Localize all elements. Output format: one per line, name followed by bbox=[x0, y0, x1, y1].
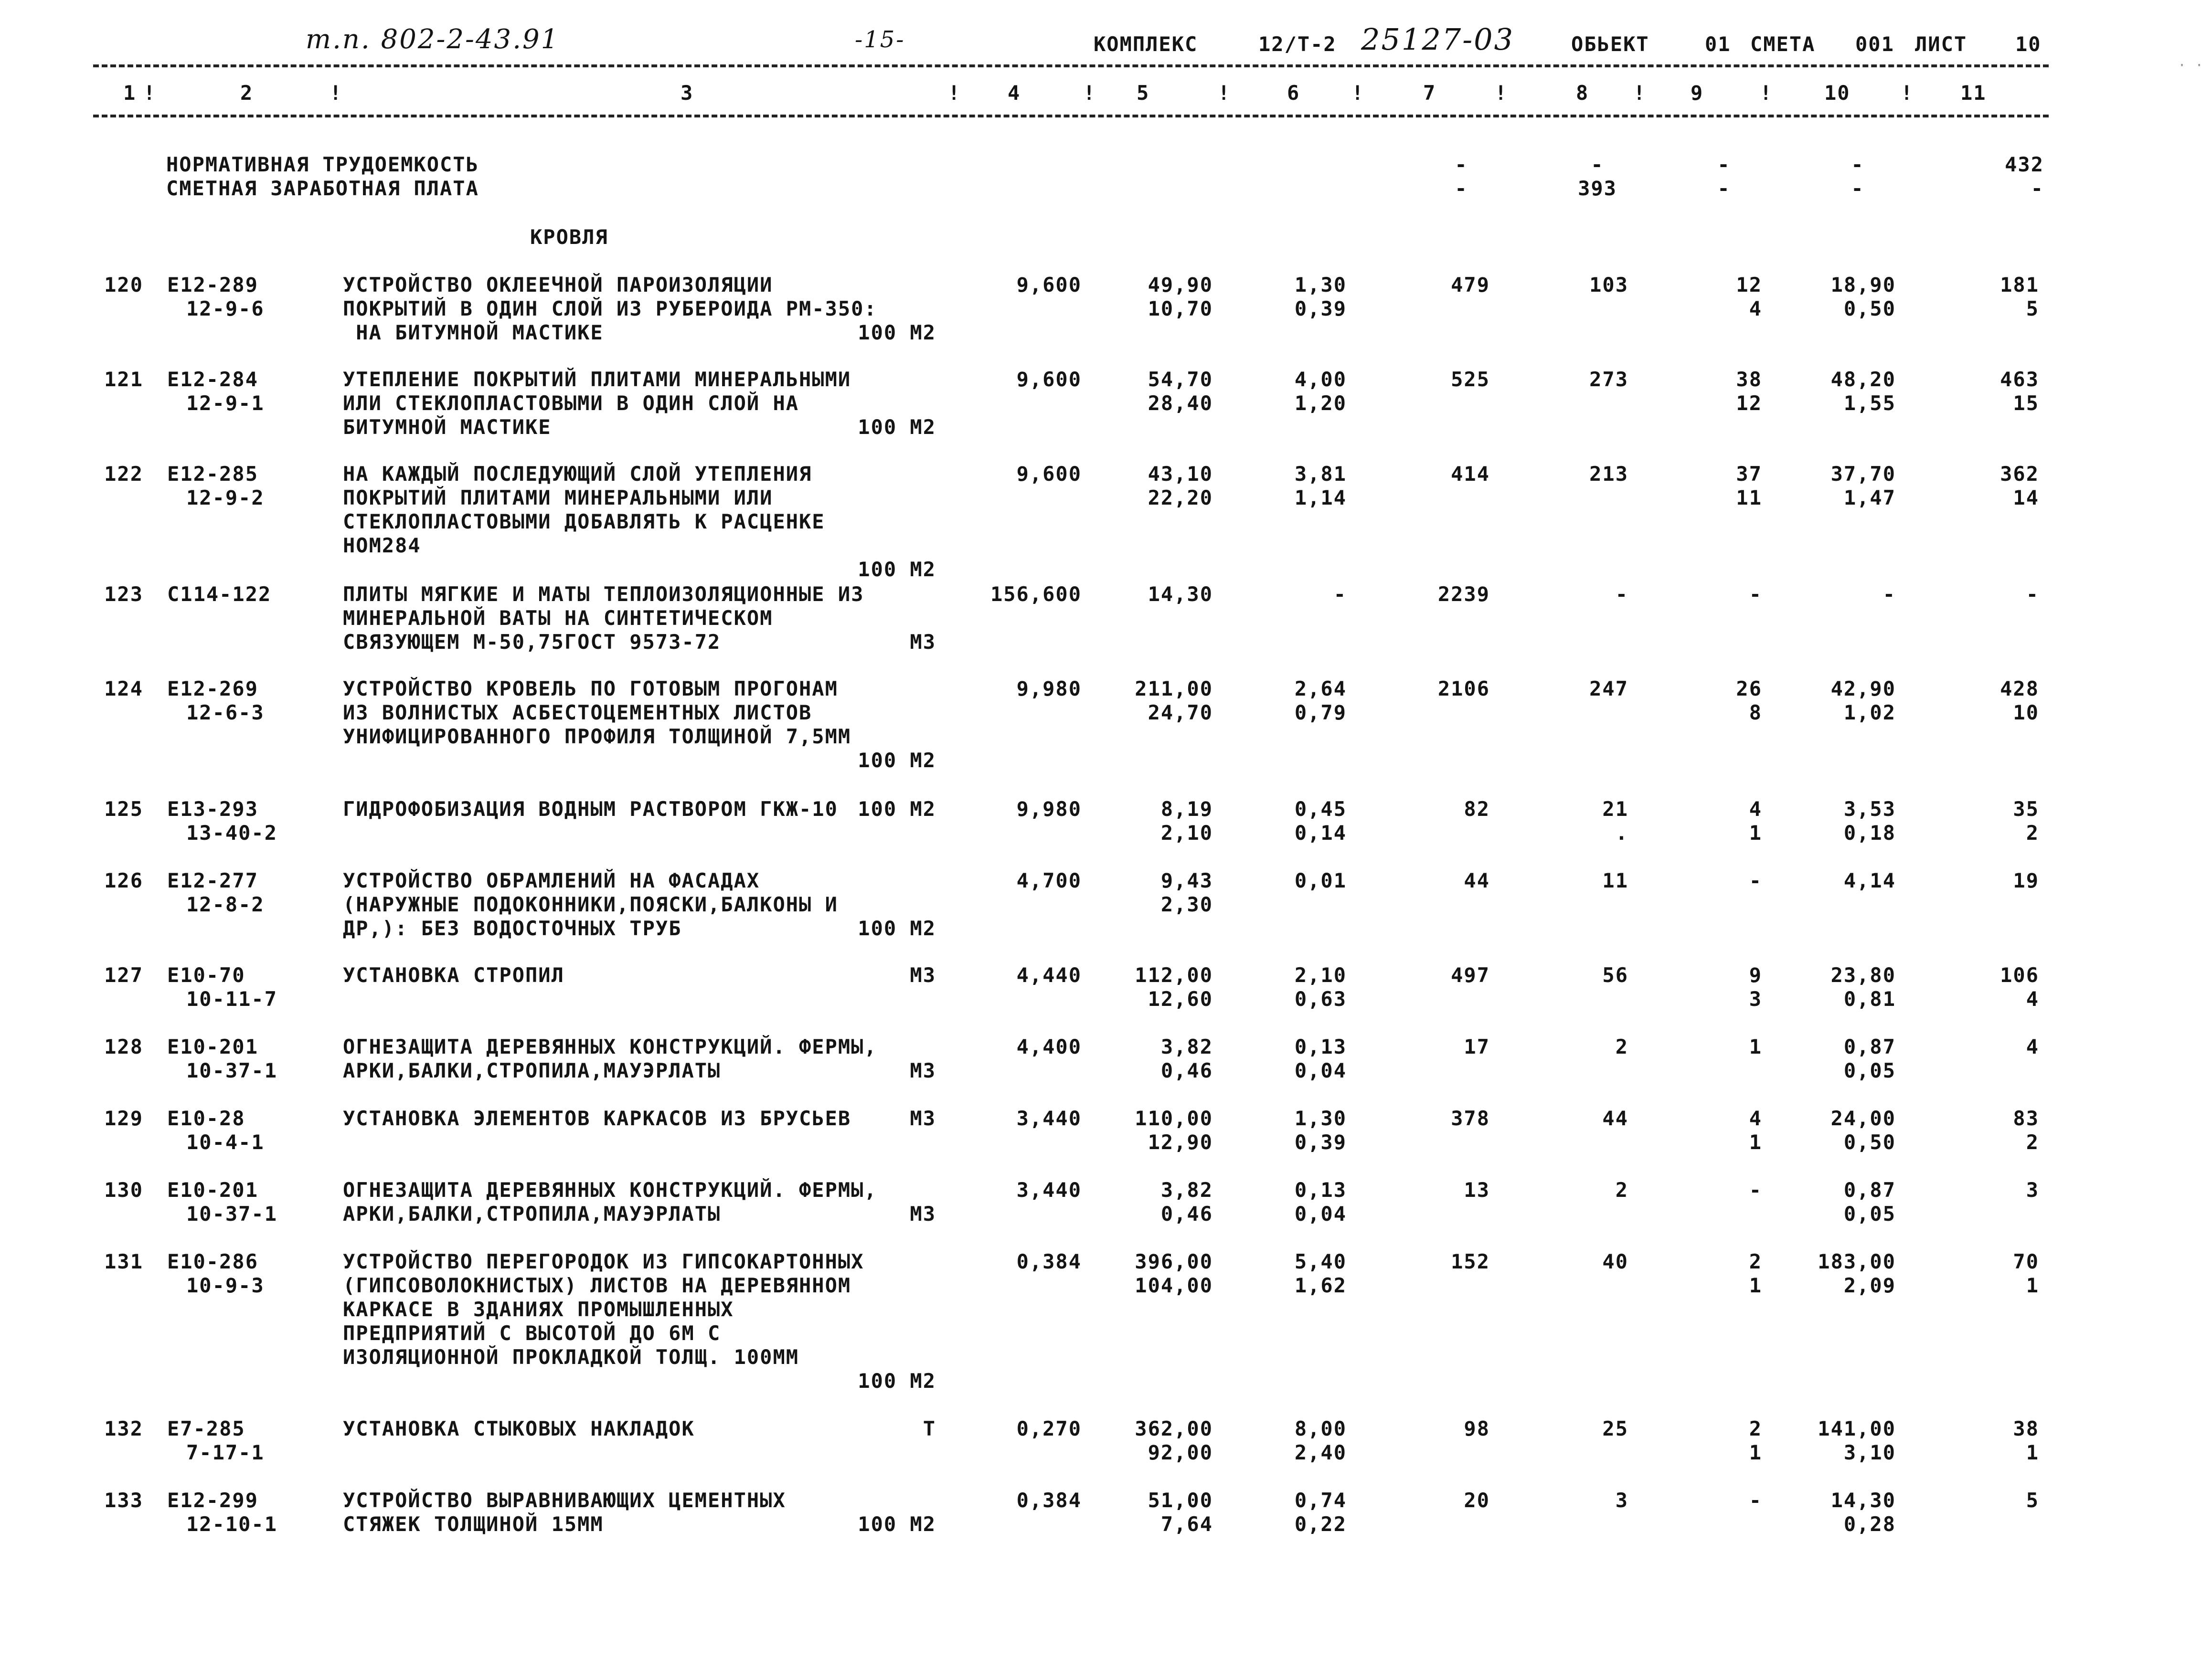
quantity: 9,600 bbox=[1016, 462, 1082, 486]
rate-subcode: 12-9-1 bbox=[186, 391, 265, 415]
unit-cost: 112,00 12,60 bbox=[1135, 963, 1213, 1011]
rate-code: Е10-201 bbox=[167, 1178, 259, 1202]
rate-subcode: 7-17-1 bbox=[186, 1441, 265, 1464]
top-dashed-rule bbox=[93, 64, 2049, 67]
quantity: 4,700 bbox=[1016, 869, 1082, 892]
row-number: 130 bbox=[104, 1178, 143, 1202]
row-number: 125 bbox=[104, 797, 143, 821]
machine-cost: 26 8 bbox=[1736, 677, 1762, 724]
unit-cost: 362,00 92,00 bbox=[1135, 1417, 1213, 1464]
total-wages: 11 bbox=[1602, 869, 1628, 892]
work-description: ПЛИТЫ МЯГКИЕ И МАТЫ ТЕПЛОИЗОЛЯЦИОННЫЕ ИЗ МИНЕРАЛЬНОЙ ВАТЫ НА СИНТЕТИЧЕСКОМ СВЯЗУЮЩЕМ М-50,75ГОСТ 9573-72 bbox=[343, 582, 864, 654]
unit-of-measure: М3 bbox=[910, 1059, 936, 1082]
total-labor: 463 15 bbox=[2000, 368, 2039, 415]
row-number: 127 bbox=[104, 963, 143, 987]
total-labor: 35 2 bbox=[2013, 797, 2039, 845]
total-wages: 40 bbox=[1602, 1250, 1628, 1273]
rate-code: Е10-201 bbox=[167, 1035, 259, 1058]
total-cost: 414 bbox=[1451, 462, 1490, 486]
unit-cost: 54,70 28,40 bbox=[1148, 368, 1213, 415]
total-cost: 152 bbox=[1451, 1250, 1490, 1273]
rate-subcode: 12-9-6 bbox=[186, 297, 265, 320]
total-cost: 378 bbox=[1451, 1107, 1490, 1130]
quantity: 9,600 bbox=[1016, 368, 1082, 391]
rate-subcode: 12-8-2 bbox=[186, 893, 265, 916]
quantity: 3,440 bbox=[1016, 1178, 1082, 1202]
quantity: 9,980 bbox=[1016, 677, 1082, 700]
column-number: 11 bbox=[1960, 81, 1987, 105]
summary-col9: - bbox=[1717, 177, 1731, 200]
quantity: 9,980 bbox=[1016, 797, 1082, 821]
work-description: УТЕПЛЕНИЕ ПОКРЫТИЙ ПЛИТАМИ МИНЕРАЛЬНЫМИ ИЛИ СТЕКЛОПЛАСТОВЫМИ В ОДИН СЛОЙ НА БИТУМНОЙ МАСТИКЕ bbox=[343, 368, 851, 439]
column-separator: ! bbox=[948, 81, 961, 105]
sheet-number: 10 bbox=[2015, 32, 2042, 56]
unit-cost: 43,10 22,20 bbox=[1148, 462, 1213, 509]
unit-of-measure: 100 М2 bbox=[858, 1369, 936, 1393]
unit-labor: 0,45 0,14 bbox=[1294, 797, 1347, 845]
summary-label: СМЕТНАЯ ЗАРАБОТНАЯ ПЛАТА bbox=[166, 177, 479, 200]
unit-of-measure: М3 bbox=[910, 630, 936, 654]
column-separator: ! bbox=[1495, 81, 1508, 105]
labor-norm: 42,90 1,02 bbox=[1830, 677, 1896, 724]
labor-norm: 183,00 2,09 bbox=[1818, 1250, 1896, 1297]
column-separator: ! bbox=[1760, 81, 1773, 105]
column-separator: ! bbox=[1083, 81, 1096, 105]
row-number: 131 bbox=[104, 1250, 143, 1273]
labor-norm: 4,14 bbox=[1843, 869, 1896, 892]
labor-norm: 0,87 0,05 bbox=[1843, 1035, 1896, 1082]
total-labor: 38 1 bbox=[2013, 1417, 2039, 1464]
summary-col10: - bbox=[1851, 153, 1864, 176]
unit-labor: 5,40 1,62 bbox=[1294, 1250, 1347, 1297]
column-separator: ! bbox=[143, 81, 157, 105]
machine-cost: - bbox=[1749, 869, 1762, 892]
unit-of-measure: 100 М2 bbox=[858, 1512, 936, 1536]
row-number: 122 bbox=[104, 462, 143, 486]
work-description: НА КАЖДЫЙ ПОСЛЕДУЮЩИЙ СЛОЙ УТЕПЛЕНИЯ ПОКРЫТИЙ ПЛИТАМИ МИНЕРАЛЬНЫМИ ИЛИ СТЕКЛОПЛАСТОВЫМИ ДОБАВЛЯТЬ К РАСЦЕНКЕ НОМ284 bbox=[343, 462, 825, 557]
quantity: 0,384 bbox=[1016, 1250, 1082, 1273]
total-wages: - bbox=[1615, 582, 1628, 606]
work-description: УСТРОЙСТВО ВЫРАВНИВАЮЩИХ ЦЕМЕНТНЫХ СТЯЖЕК ТОЛЩИНОЙ 15ММ bbox=[343, 1489, 786, 1536]
column-separator: ! bbox=[1351, 81, 1365, 105]
estimate-number: 001 bbox=[1855, 32, 1894, 56]
total-labor: 3 bbox=[2026, 1178, 2039, 1202]
project-number: т.п. 802-2-43.91 bbox=[306, 24, 560, 55]
unit-cost: 49,90 10,70 bbox=[1148, 273, 1213, 320]
unit-of-measure: М3 bbox=[910, 1107, 936, 1130]
total-wages: 56 bbox=[1602, 963, 1628, 987]
rate-subcode: 12-10-1 bbox=[186, 1512, 278, 1536]
total-wages: 2 bbox=[1615, 1178, 1628, 1202]
estimate-label: СМЕТА bbox=[1750, 32, 1816, 56]
machine-cost: - bbox=[1749, 1178, 1762, 1202]
machine-cost: 4 1 bbox=[1749, 1107, 1762, 1154]
rate-code: С114-122 bbox=[167, 582, 272, 606]
unit-cost: 14,30 bbox=[1148, 582, 1213, 606]
complex-code: 12/Т-2 bbox=[1258, 32, 1337, 56]
row-number: 124 bbox=[104, 677, 143, 700]
labor-norm: 141,00 3,10 bbox=[1818, 1417, 1896, 1464]
rate-code: Е10-70 bbox=[167, 963, 245, 987]
total-wages: 103 bbox=[1589, 273, 1628, 296]
rate-code: Е10-28 bbox=[167, 1107, 245, 1130]
machine-cost: - bbox=[1749, 582, 1762, 606]
rate-code: Е10-286 bbox=[167, 1250, 259, 1273]
column-number: 7 bbox=[1423, 81, 1436, 105]
complex-label: КОМПЛЕКС bbox=[1094, 32, 1198, 56]
summary-col8: 393 bbox=[1578, 177, 1617, 200]
row-number: 121 bbox=[104, 368, 143, 391]
quantity: 4,400 bbox=[1016, 1035, 1082, 1058]
total-cost: 82 bbox=[1464, 797, 1490, 821]
total-wages: 2 bbox=[1615, 1035, 1628, 1058]
unit-cost: 9,43 2,30 bbox=[1160, 869, 1213, 916]
total-cost: 2239 bbox=[1437, 582, 1490, 606]
row-number: 133 bbox=[104, 1489, 143, 1512]
work-description: УСТРОЙСТВО КРОВЕЛЬ ПО ГОТОВЫМ ПРОГОНАМ ИЗ ВОЛНИСТЫХ АСБЕСТОЦЕМЕНТНЫХ ЛИСТОВ УНИФИЦИРОВАННОГО ПРОФИЛЯ ТОЛЩИНОЙ 7,5ММ bbox=[343, 677, 851, 748]
column-number: 8 bbox=[1576, 81, 1589, 105]
unit-labor: 3,81 1,14 bbox=[1294, 462, 1347, 509]
column-number: 4 bbox=[1008, 81, 1021, 105]
total-labor: - bbox=[2026, 582, 2039, 606]
rate-code: Е13-293 bbox=[167, 797, 259, 821]
unit-cost: 3,82 0,46 bbox=[1160, 1035, 1213, 1082]
unit-of-measure: 100 М2 bbox=[858, 749, 936, 772]
rate-code: Е12-277 bbox=[167, 869, 259, 892]
work-description: УСТРОЙСТВО ПЕРЕГОРОДОК ИЗ ГИПСОКАРТОННЫХ (ГИПСОВОЛОКНИСТЫХ) ЛИСТОВ НА ДЕРЕВЯННОМ КАРКАСЕ В ЗДАНИЯХ ПРОМЫШЛЕННЫХ ПРЕДПРИЯТИЙ С ВЫСОТОЙ ДО 6М С ИЗОЛЯЦИОННОЙ ПРОКЛАДКОЙ ТОЛЩ. 100ММ bbox=[343, 1250, 864, 1369]
column-number: 6 bbox=[1287, 81, 1300, 105]
total-labor: 83 2 bbox=[2013, 1107, 2039, 1154]
header-dashed-rule bbox=[93, 115, 2049, 117]
object-number: 01 bbox=[1705, 32, 1731, 56]
row-number: 132 bbox=[104, 1417, 143, 1440]
summary-label: НОРМАТИВНАЯ ТРУДОЕМКОСТЬ bbox=[166, 153, 479, 176]
column-number: 3 bbox=[681, 81, 694, 105]
rate-code: Е12-289 bbox=[167, 273, 259, 296]
quantity: 4,440 bbox=[1016, 963, 1082, 987]
rate-subcode: 12-6-3 bbox=[186, 701, 265, 724]
unit-labor: 1,30 0,39 bbox=[1294, 273, 1347, 320]
summary-col9: - bbox=[1717, 153, 1731, 176]
machine-cost: 1 bbox=[1749, 1035, 1762, 1058]
labor-norm: 3,53 0,18 bbox=[1843, 797, 1896, 845]
total-wages: 213 bbox=[1589, 462, 1628, 486]
rate-subcode: 13-40-2 bbox=[186, 821, 278, 845]
unit-of-measure: Т bbox=[923, 1417, 936, 1440]
unit-labor: 1,30 0,39 bbox=[1294, 1107, 1347, 1154]
total-labor: 428 10 bbox=[2000, 677, 2039, 724]
total-labor: 70 1 bbox=[2013, 1250, 2039, 1297]
total-cost: 17 bbox=[1464, 1035, 1490, 1058]
work-description: ОГНЕЗАЩИТА ДЕРЕВЯННЫХ КОНСТРУКЦИЙ. ФЕРМЫ, АРКИ,БАЛКИ,СТРОПИЛА,МАУЭРЛАТЫ bbox=[343, 1178, 877, 1226]
quantity: 0,384 bbox=[1016, 1489, 1082, 1512]
labor-norm: 37,70 1,47 bbox=[1830, 462, 1896, 509]
total-labor: 181 5 bbox=[2000, 273, 2039, 320]
unit-of-measure: 100 М2 bbox=[858, 558, 936, 581]
machine-cost: 2 1 bbox=[1749, 1250, 1762, 1297]
row-number: 129 bbox=[104, 1107, 143, 1130]
total-cost: 44 bbox=[1464, 869, 1490, 892]
total-labor: 4 bbox=[2026, 1035, 2039, 1058]
rate-subcode: 10-4-1 bbox=[186, 1131, 265, 1154]
summary-col10: - bbox=[1851, 177, 1864, 200]
column-number: 1 bbox=[123, 81, 137, 105]
total-wages: 273 bbox=[1589, 368, 1628, 391]
rate-subcode: 10-11-7 bbox=[186, 987, 278, 1011]
row-number: 126 bbox=[104, 869, 143, 892]
unit-of-measure: 100 М2 bbox=[858, 321, 936, 344]
column-number: 5 bbox=[1137, 81, 1150, 105]
total-cost: 525 bbox=[1451, 368, 1490, 391]
summary-col11: 432 bbox=[2005, 153, 2044, 176]
machine-cost: 38 12 bbox=[1736, 368, 1762, 415]
rate-code: Е12-285 bbox=[167, 462, 259, 486]
unit-of-measure: 100 М2 bbox=[858, 797, 936, 821]
row-number: 123 bbox=[104, 582, 143, 606]
unit-of-measure: 100 М2 bbox=[858, 415, 936, 439]
labor-norm: 24,00 0,50 bbox=[1830, 1107, 1896, 1154]
column-number: 9 bbox=[1691, 81, 1704, 105]
rate-subcode: 10-37-1 bbox=[186, 1202, 278, 1226]
machine-cost: - bbox=[1749, 1489, 1762, 1512]
unit-cost: 51,00 7,64 bbox=[1148, 1489, 1213, 1536]
rate-code: Е12-269 bbox=[167, 677, 259, 700]
work-description: УСТАНОВКА СТЫКОВЫХ НАКЛАДОК bbox=[343, 1417, 695, 1440]
unit-labor: 0,74 0,22 bbox=[1294, 1489, 1347, 1536]
labor-norm: - bbox=[1882, 582, 1896, 606]
column-separator: ! bbox=[330, 81, 343, 105]
unit-cost: 396,00 104,00 bbox=[1135, 1250, 1213, 1297]
total-cost: 98 bbox=[1464, 1417, 1490, 1440]
unit-labor: 0,13 0,04 bbox=[1294, 1178, 1347, 1226]
machine-cost: 2 1 bbox=[1749, 1417, 1762, 1464]
rate-code: Е12-284 bbox=[167, 368, 259, 391]
labor-norm: 48,20 1,55 bbox=[1830, 368, 1896, 415]
rate-code: Е7-285 bbox=[167, 1417, 245, 1440]
rate-subcode: 10-37-1 bbox=[186, 1059, 278, 1082]
object-label: ОБЬЕКТ bbox=[1571, 32, 1649, 56]
work-description: ГИДРОФОБИЗАЦИЯ ВОДНЫМ РАСТВОРОМ ГКЖ-10 bbox=[343, 797, 838, 821]
unit-labor: 2,64 0,79 bbox=[1294, 677, 1347, 724]
total-labor: 362 14 bbox=[2000, 462, 2039, 509]
unit-cost: 211,00 24,70 bbox=[1135, 677, 1213, 724]
machine-cost: 12 4 bbox=[1736, 273, 1762, 320]
machine-cost: 9 3 bbox=[1749, 963, 1762, 1011]
total-cost: 2106 bbox=[1437, 677, 1490, 700]
unit-cost: 110,00 12,90 bbox=[1135, 1107, 1213, 1154]
unit-of-measure: М3 bbox=[910, 963, 936, 987]
row-number: 120 bbox=[104, 273, 143, 296]
total-cost: 13 bbox=[1464, 1178, 1490, 1202]
quantity: 156,600 bbox=[990, 582, 1082, 606]
total-labor: 5 bbox=[2026, 1489, 2039, 1512]
unit-labor: 0,01 bbox=[1294, 869, 1347, 892]
rate-subcode: 12-9-2 bbox=[186, 486, 265, 509]
unit-of-measure: 100 М2 bbox=[858, 917, 936, 940]
total-cost: 479 bbox=[1451, 273, 1490, 296]
total-labor: 106 4 bbox=[2000, 963, 2039, 1011]
column-separator: ! bbox=[1633, 81, 1647, 105]
summary-col11: - bbox=[2031, 177, 2044, 200]
work-description: УСТАНОВКА СТРОПИЛ bbox=[343, 963, 564, 987]
labor-norm: 18,90 0,50 bbox=[1830, 273, 1896, 320]
total-cost: 20 bbox=[1464, 1489, 1490, 1512]
summary-col8: - bbox=[1591, 153, 1604, 176]
work-description: УСТРОЙСТВО ОКЛЕЕЧНОЙ ПАРОИЗОЛЯЦИИ ПОКРЫТИЙ В ОДИН СЛОЙ ИЗ РУБЕРОИДА РМ-350: НА БИТУМНОЙ МАСТИКЕ bbox=[343, 273, 877, 344]
rate-code: Е12-299 bbox=[167, 1489, 259, 1512]
quantity: 9,600 bbox=[1016, 273, 1082, 296]
rate-subcode: 10-9-3 bbox=[186, 1274, 265, 1297]
total-wages: 247 bbox=[1589, 677, 1628, 700]
work-description: ОГНЕЗАЩИТА ДЕРЕВЯННЫХ КОНСТРУКЦИЙ. ФЕРМЫ, АРКИ,БАЛКИ,СТРОПИЛА,МАУЭРЛАТЫ bbox=[343, 1035, 877, 1082]
unit-labor: - bbox=[1333, 582, 1347, 606]
total-wages: 3 bbox=[1615, 1489, 1628, 1512]
labor-norm: 0,87 0,05 bbox=[1843, 1178, 1896, 1226]
column-separator: ! bbox=[1901, 81, 1914, 105]
work-description: УСТРОЙСТВО ОБРАМЛЕНИЙ НА ФАСАДАХ (НАРУЖНЫЕ ПОДОКОННИКИ,ПОЯСКИ,БАЛКОНЫ И ДР,): БЕЗ ВОДОСТОЧНЫХ ТРУБ bbox=[343, 869, 838, 940]
edge-mark: · · bbox=[2178, 57, 2204, 74]
sheet-label: ЛИСТ bbox=[1915, 32, 1967, 56]
quantity: 0,270 bbox=[1016, 1417, 1082, 1440]
total-labor: 19 bbox=[2013, 869, 2039, 892]
labor-norm: 14,30 0,28 bbox=[1830, 1489, 1896, 1536]
total-wages: 25 bbox=[1602, 1417, 1628, 1440]
unit-of-measure: М3 bbox=[910, 1202, 936, 1226]
unit-labor: 8,00 2,40 bbox=[1294, 1417, 1347, 1464]
total-wages: 44 bbox=[1602, 1107, 1628, 1130]
complex-handwritten-code: 25127-03 bbox=[1361, 22, 1515, 57]
unit-labor: 0,13 0,04 bbox=[1294, 1035, 1347, 1082]
column-number: 2 bbox=[240, 81, 254, 105]
summary-col7: - bbox=[1455, 177, 1468, 200]
total-wages: 21 . bbox=[1602, 797, 1628, 845]
unit-cost: 8,19 2,10 bbox=[1160, 797, 1213, 845]
labor-norm: 23,80 0,81 bbox=[1830, 963, 1896, 1011]
work-description: УСТАНОВКА ЭЛЕМЕНТОВ КАРКАСОВ ИЗ БРУСЬЕВ bbox=[343, 1107, 851, 1130]
column-separator: ! bbox=[1218, 81, 1231, 105]
unit-labor: 4,00 1,20 bbox=[1294, 368, 1347, 415]
summary-col7: - bbox=[1455, 153, 1468, 176]
total-cost: 497 bbox=[1451, 963, 1490, 987]
section-title: КРОВЛЯ bbox=[530, 225, 608, 249]
page-number: -15- bbox=[855, 26, 905, 53]
row-number: 128 bbox=[104, 1035, 143, 1058]
unit-cost: 3,82 0,46 bbox=[1160, 1178, 1213, 1226]
machine-cost: 37 11 bbox=[1736, 462, 1762, 509]
unit-labor: 2,10 0,63 bbox=[1294, 963, 1347, 1011]
quantity: 3,440 bbox=[1016, 1107, 1082, 1130]
machine-cost: 4 1 bbox=[1749, 797, 1762, 845]
column-number: 10 bbox=[1824, 81, 1850, 105]
